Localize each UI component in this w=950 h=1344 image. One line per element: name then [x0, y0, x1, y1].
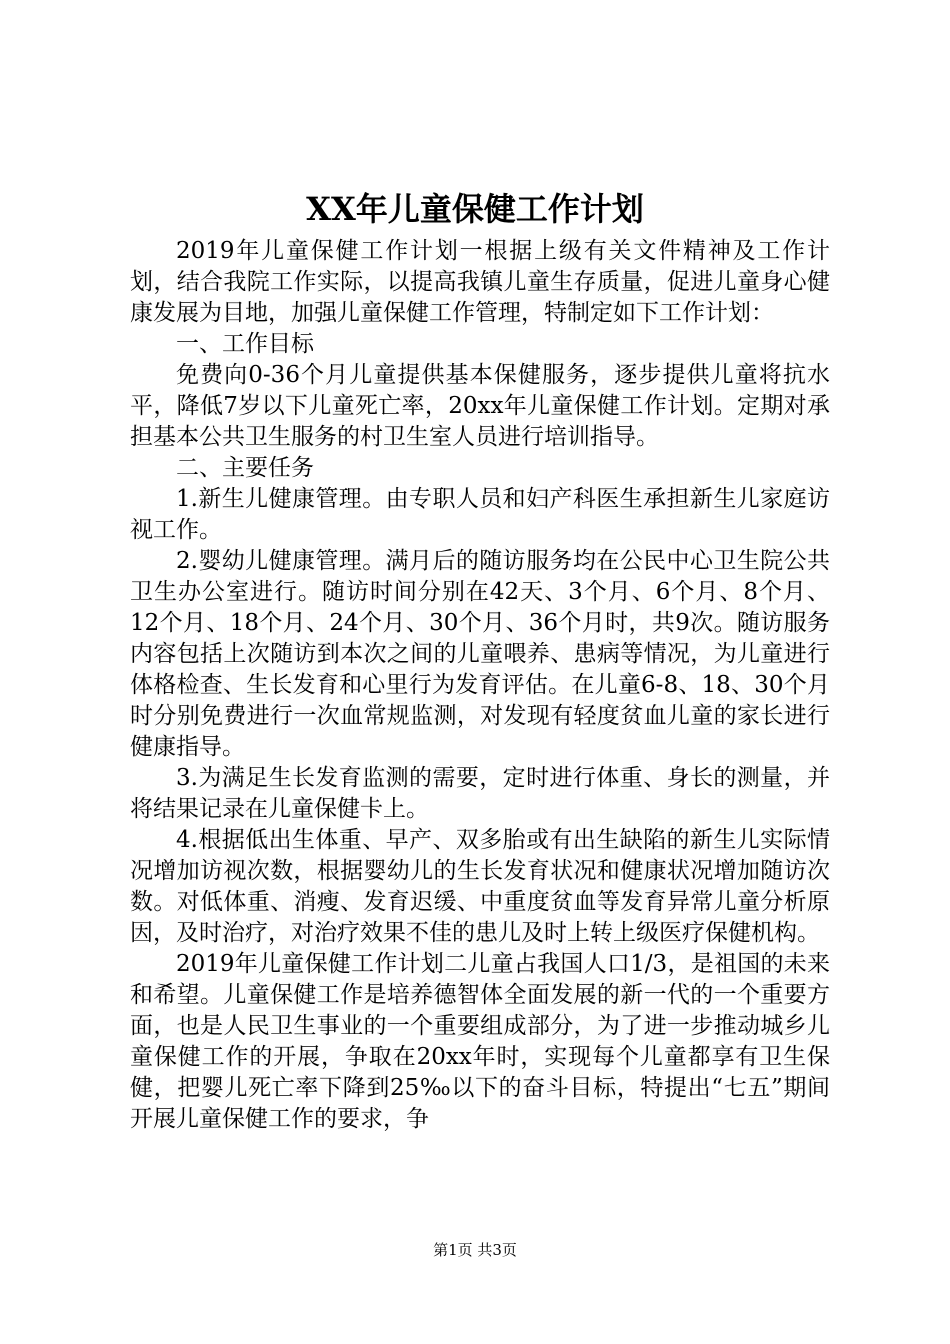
paragraph-task-2: 2.婴幼儿健康管理。满月后的随访服务均在公民中心卫生院公共卫生办公室进行。随访时间分别在42天、3个月、6个月、8个月、12个月、18个月、24个月、30个月、36个月时，共9次。随访服务内容包括上次随访到本次之间的儿童喂养、患病等情况，为儿童进行体格检查、生长发育和心里行为发育评估。在儿童6-8、18、30个月时分别免费进行一次血常规监测，对发现有轻度贫血儿童的家长进行健康指导。: [130, 548, 830, 760]
heading-work-goals: 一、工作目标: [176, 331, 314, 357]
paragraph-task-4: 4.根据低出生体重、早产、双多胎或有出生缺陷的新生儿实际情况增加访视次数，根据婴幼儿的生长发育状况和健康状况增加随访次数。对低体重、消瘦、发育迟缓、中重度贫血等发育异常儿童分析原因，及时治疗，对治疗效果不佳的患儿及时上转上级医疗保健机构。: [130, 827, 830, 946]
paragraph-plan-2: 2019年儿童保健工作计划二儿童占我国人口1/3，是祖国的未来和希望。儿童保健工作是培养德智体全面发展的新一代的一个重要方面，也是人民卫生事业的一个重要组成部分，为了进一步推动城乡儿童保健工作的开展，争取在20xx年时，实现每个儿童都享有卫生保健，把婴儿死亡率下降到25‰以下的奋斗目标，特提出“七五”期间开展儿童保健工作的要求，争: [130, 951, 830, 1132]
heading-main-tasks: 二、主要任务: [176, 455, 314, 481]
document-body: [130, 236, 830, 1135]
document-title: XX年儿童保健工作计划: [306, 190, 644, 228]
paragraph-goals: 免费向0-36个月儿童提供基本保健服务，逐步提供儿童将抗水平，降低7岁以下儿童死亡率，20xx年儿童保健工作计划。定期对承担基本公共卫生服务的村卫生室人员进行培训指导。: [130, 362, 830, 450]
paragraph-intro: 2019年儿童保健工作计划一根据上级有关文件精神及工作计划，结合我院工作实际，以提高我镇儿童生存质量，促进儿童身心健康发展为目地，加强儿童保健工作管理，特制定如下工作计划：: [130, 238, 830, 326]
page-number-footer: 第1页 共3页: [433, 1241, 517, 1259]
paragraph-task-3: 3.为满足生长发育监测的需要，定时进行体重、身长的测量，并将结果记录在儿童保健卡上。: [130, 765, 830, 822]
paragraph-task-1: 1.新生儿健康管理。由专职人员和妇产科医生承担新生儿家庭访视工作。: [130, 486, 830, 543]
